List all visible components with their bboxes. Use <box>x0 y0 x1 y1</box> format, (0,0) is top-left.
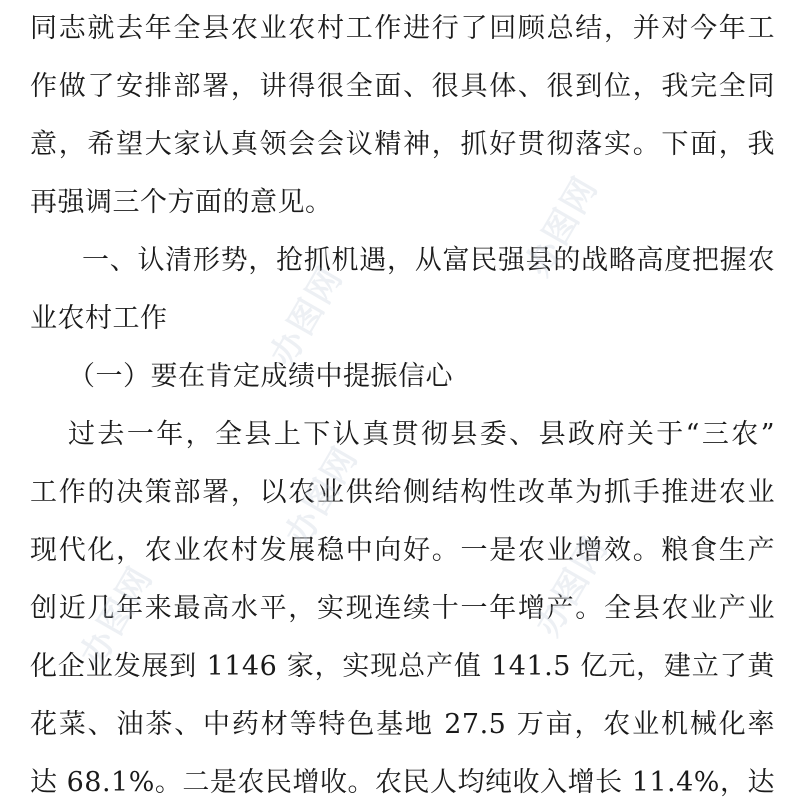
text-line-8: 过去一年，全县上下认真贯彻县委、县政府关于“三农” <box>68 419 775 450</box>
text-line-3: 意，希望大家认真领会会议精神，抓好贯彻落实。下面，我 <box>30 129 775 160</box>
watermark: 办图网 <box>517 169 607 284</box>
watermark: 办图网 <box>277 439 367 554</box>
subsection-heading: （一）要在肯定成绩中提振信心 <box>68 361 453 392</box>
text-line-10: 现代化，农业农村发展稳中向好。一是农业增效。粮食生产 <box>30 535 775 566</box>
watermark: 办图网 <box>72 559 162 674</box>
text-line-2: 作做了安排部署，讲得很全面、很具体、很到位，我完全同 <box>30 71 775 102</box>
text-line-9: 工作的决策部署，以农业供给侧结构性改革为抓手推进农业 <box>30 477 775 508</box>
text-line-13: 花菜、油茶、中药材等特色基地 27.5 万亩，农业机械化率 <box>30 709 775 740</box>
watermark: 办图网 <box>262 259 352 374</box>
text-line-12: 化企业发展到 1146 家，实现总产值 141.5 亿元，建立了黄 <box>30 651 775 682</box>
section-heading-line-1: 一、认清形势，抢抓机遇，从富民强县的战略高度把握农 <box>82 245 775 276</box>
text-line-4: 再强调三个方面的意见。 <box>30 187 333 218</box>
section-heading-line-2: 业农村工作 <box>30 303 168 334</box>
text-line-11: 创近几年来最高水平，实现连续十一年增产。全县农业产业 <box>30 593 775 624</box>
text-line-1: 同志就去年全县农业农村工作进行了回顾总结，并对今年工 <box>30 13 775 44</box>
text-line-14: 达 68.1%。二是农民增收。农民人均纯收入增长 11.4%，达 <box>30 767 775 798</box>
watermark: 办图网 <box>527 529 617 644</box>
